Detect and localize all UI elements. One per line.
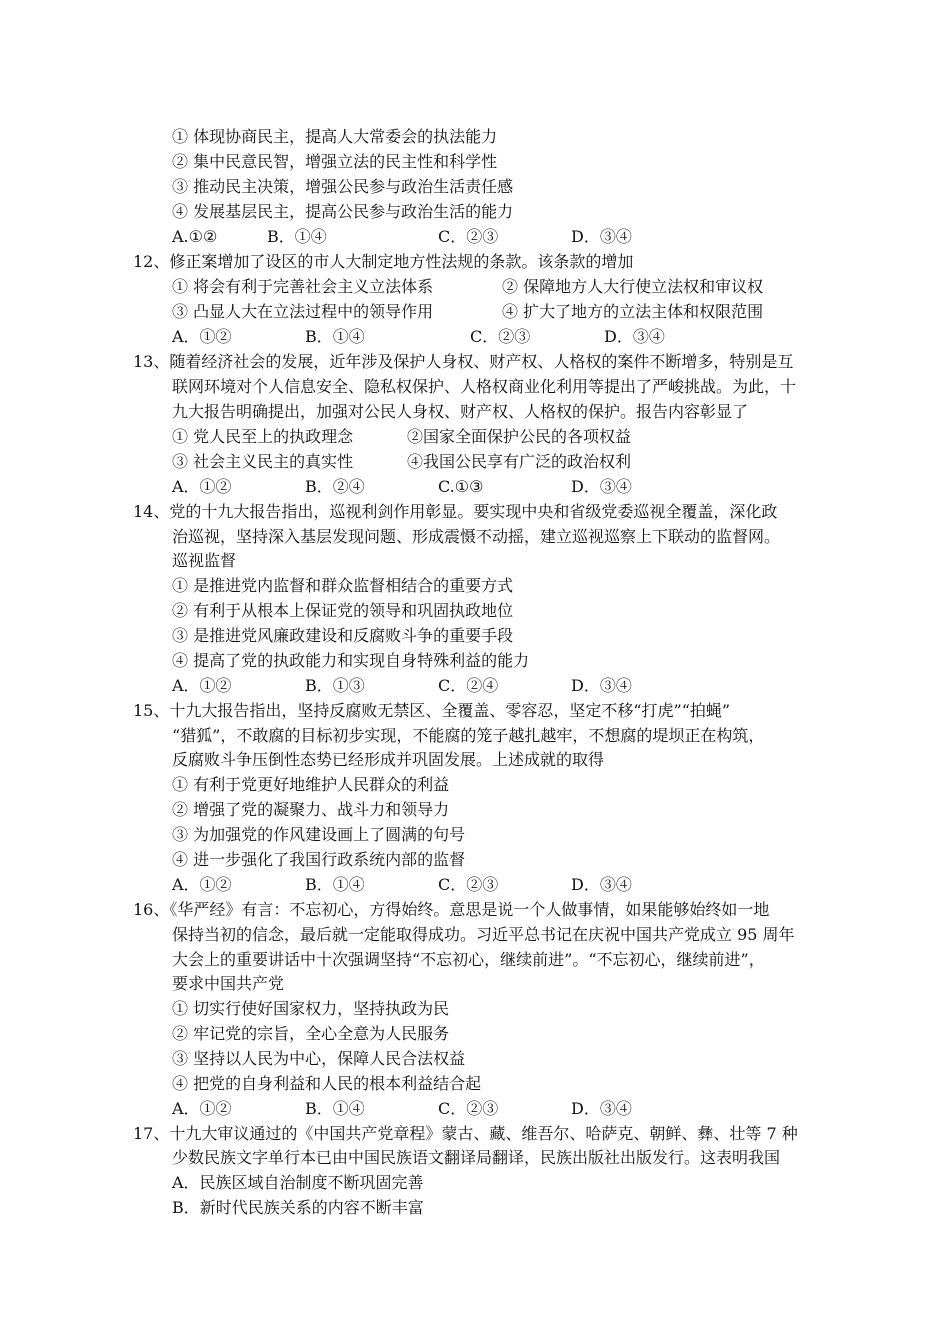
q12-option-c: C．②③ (470, 327, 531, 346)
q14-option-c: C．②④ (438, 676, 499, 695)
q15-item-1: ① 有利于党更好地维护人民群众的利益 (172, 775, 450, 794)
q14-item-3: ③ 是推进党风廉政建设和反腐败斗争的重要手段 (172, 626, 514, 645)
q11-option-b: B．①④ (267, 227, 327, 246)
q13-item-1: ① 党人民至上的执政理念 (172, 427, 354, 446)
q16-item-3: ③ 坚持以人民为中心，保障人民合法权益 (172, 1049, 466, 1068)
q16-item-1: ① 切实行使好国家权力，坚持执政为民 (172, 999, 450, 1018)
q15-item-2: ② 增强了党的凝聚力、战斗力和领导力 (172, 800, 450, 819)
q16-stem-line-3: 大会上的重要讲话中十次强调坚持“不忘初心，继续前进”。“不忘初心，继续前进”， (172, 950, 765, 969)
q14-option-d: D．③④ (571, 676, 632, 695)
q16-stem-line-2: 保持当初的信念，最后就一定能取得成功。习近平总书记在庆祝中国共产党成立 95 周年 (172, 925, 795, 944)
q11-option-c: C．②③ (438, 227, 499, 246)
q13-item-4: ④我国公民享有广泛的政治权利 (407, 452, 632, 471)
q11-option-d: D．③④ (571, 227, 632, 246)
q14-item-1: ① 是推进党内监督和群众监督相结合的重要方式 (172, 576, 514, 595)
q14-stem-line-1: 14、党的十九大报告指出，巡视利剑作用彰显。要实现中央和省级党委巡视全覆盖，深化政 (133, 502, 778, 521)
q11-option-a: A.①② (172, 227, 218, 246)
q17-option-a: A．民族区域自治制度不断巩固完善 (172, 1173, 424, 1192)
q16-option-c: C．②③ (438, 1099, 499, 1118)
q13-option-c: C.①③ (438, 477, 484, 496)
q11-item-3: ③ 推动民主决策，增强公民参与政治生活责任感 (172, 177, 514, 196)
q15-option-c: C．②③ (438, 875, 499, 894)
q11-item-4: ④ 发展基层民主，提高公民参与政治生活的能力 (172, 202, 514, 221)
q15-option-b: B．①④ (305, 875, 365, 894)
q16-stem-line-1: 16、《华严经》有言：不忘初心，方得始终。意思是说一个人做事情，如果能够始终如一地 (133, 900, 770, 919)
q17-stem-line-1: 17、十九大审议通过的《中国共产党章程》蒙古、藏、维吾尔、哈萨克、朝鲜、彝、壮等 7 种 (133, 1124, 798, 1143)
q15-item-4: ④ 进一步强化了我国行政系统内部的监督 (172, 850, 466, 869)
q13-stem-line-2: 联网环境对个人信息安全、隐私权保护、人格权商业化利用等提出了严峻挑战。为此，十 (172, 377, 797, 396)
q14-option-b: B．①③ (305, 676, 365, 695)
q14-stem-line-2: 治巡视，坚持深入基层发现问题、形成震慑不动摇，建立巡视巡察上下联动的监督网。 (172, 527, 781, 546)
q16-option-b: B．①④ (305, 1099, 365, 1118)
q11-item-1: ① 体现协商民主，提高人大常委会的执法能力 (172, 127, 498, 146)
q14-item-4: ④ 提高了党的执政能力和实现自身特殊利益的能力 (172, 651, 530, 670)
q12-option-a: A．①② (172, 327, 232, 346)
q15-stem-line-1: 15、十九大报告指出，坚持反腐败无禁区、全覆盖、零容忍，坚定不移“打虎”“拍蝇” (133, 701, 731, 720)
q14-item-2: ② 有利于从根本上保证党的领导和巩固执政地位 (172, 601, 514, 620)
q12-item-3: ③ 凸显人大在立法过程中的领导作用 (172, 302, 434, 321)
q15-option-d: D．③④ (571, 875, 632, 894)
q13-stem-line-3: 九大报告明确提出，加强对公民人身权、财产权、人格权的保护。报告内容彰显了 (172, 402, 749, 421)
q13-stem-line-1: 13、随着经济社会的发展，近年涉及保护人身权、财产权、人格权的案件不断增多，特别是互 (133, 352, 794, 371)
q12-item-2: ② 保障地方人大行使立法权和审议权 (502, 277, 764, 296)
q14-option-a: A．①② (172, 676, 232, 695)
q12-option-d: D．③④ (604, 327, 665, 346)
q12-option-b: B．①④ (305, 327, 365, 346)
q13-option-a: A．①② (172, 477, 232, 496)
q17-option-b: B．新时代民族关系的内容不断丰富 (172, 1198, 424, 1217)
q15-option-a: A．①② (172, 875, 232, 894)
q12-item-1: ① 将会有利于完善社会主义立法体系 (172, 277, 434, 296)
q15-item-3: ③ 为加强党的作风建设画上了圆满的句号 (172, 825, 466, 844)
q13-item-2: ②国家全面保护公民的各项权益 (407, 427, 632, 446)
q16-item-4: ④ 把党的自身利益和人民的根本利益结合起 (172, 1074, 482, 1093)
q13-item-3: ③ 社会主义民主的真实性 (172, 452, 354, 471)
q11-item-2: ② 集中民意民智，增强立法的民主性和科学性 (172, 152, 498, 171)
q16-stem-line-4: 要求中国共产党 (172, 974, 285, 993)
q14-stem-line-3: 巡视监督 (172, 551, 237, 570)
q13-option-d: D．③④ (571, 477, 632, 496)
q13-option-b: B．②④ (305, 477, 365, 496)
q15-stem-line-2: “猎狐”，不敢腐的目标初步实现，不能腐的笼子越扎越牢，不想腐的堤坝正在构筑， (172, 726, 765, 745)
q17-stem-line-2: 少数民族文字单行本已由中国民族语文翻译局翻译，民族出版社出版发行。这表明我国 (172, 1148, 781, 1167)
q16-option-a: A．①② (172, 1099, 232, 1118)
q15-stem-line-3: 反腐败斗争压倒性态势已经形成并巩固发展。上述成就的取得 (172, 750, 605, 769)
q12-item-4: ④ 扩大了地方的立法主体和权限范围 (502, 302, 764, 321)
q16-option-d: D．③④ (571, 1099, 632, 1118)
q12-stem: 12、修正案增加了设区的市人大制定地方性法规的条款。该条款的增加 (133, 252, 634, 271)
q16-item-2: ② 牢记党的宗旨，全心全意为人民服务 (172, 1024, 450, 1043)
